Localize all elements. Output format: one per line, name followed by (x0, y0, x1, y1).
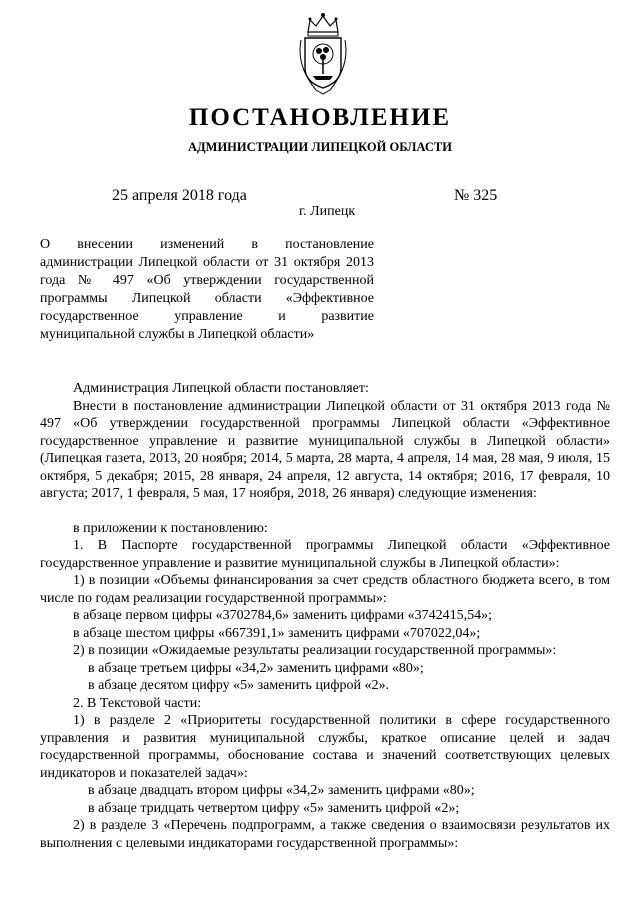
document-body (40, 380, 610, 852)
body-paragraph: Внести в постановление администрации Липецкой области от 31 октября 2013 года № 497 «Об утверждении государственной программы Липецкой области «Эффективное государственное управление и развитие муниципальной службы в Липецкой области» (Липецкая газета, 2013, 20 ноября; 2014, 5 марта, 28 марта, 4 апреля, 14 мая, 28 мая, 9 июля, 15 октября, 5 декабря; 2015, 28 января, 24 апреля, 12 августа, 14 октября; 2016, 17 февраля, 10 августа; 2017, 1 февраля, 5 мая, 17 ноября, 2018, 26 января) следующие изменения: (40, 398, 610, 501)
body-paragraph: в приложении к постановлению: (73, 520, 268, 536)
document-number: № 325 (454, 187, 498, 204)
body-paragraph: 2) в разделе 3 «Перечень подпрограмм, а также сведения о взаимосвязи результатов их выполнения с целевыми индикаторами государственной программы»: (40, 818, 610, 851)
document-title: ПОСТАНОВЛЕНИЕ (188, 104, 452, 131)
coat-of-arms-emblem (296, 10, 350, 96)
body-paragraph: 1) в разделе 2 «Приоритеты государственной политики в сфере государственного управления и развития муниципальной службы, краткое описание целей и задач государственной программы, обоснование состава и значений соответствующих целевых индикаторов и показателей задач»: (40, 713, 610, 781)
body-paragraph: 2. В Текстовой части: (73, 695, 202, 711)
body-paragraph: 1) в позиции «Объемы финансирования за счет средств областного бюджета всего, в том числе по годам реализации государственной программы»: (40, 573, 610, 606)
body-paragraph: в абзаце шестом цифры «667391,1» заменить цифрами «707022,04»; (73, 625, 481, 641)
body-paragraph: в абзаце десятом цифру «5» заменить цифрой «2». (88, 678, 389, 693)
body-paragraph: Администрация Липецкой области постановляет: (73, 381, 369, 396)
body-paragraph: в абзаце третьем цифры «34,2» заменить цифрами «80»; (88, 660, 424, 676)
document-date: 25 апреля 2018 года (112, 187, 247, 204)
emblem-icon (296, 10, 350, 96)
document-subject: О внесении изменений в постановление администрации Липецкой области от 31 октября 2013 года № 497 «Об утверждении государственной программы Липецкой области «Эффективное государственное управление и развитие муниципальной службы в Липецкой области» (40, 237, 374, 342)
body-paragraph: в абзаце двадцать втором цифры «34,2» заменить цифрами «80»; (88, 783, 475, 798)
document-issuer: АДМИНИСТРАЦИИ ЛИПЕЦКОЙ ОБЛАСТИ (188, 140, 452, 154)
body-paragraph: 1. В Паспорте государственной программы Липецкой области «Эффективное государственное управление и развитие муниципальной службы в Липецкой области»: (40, 538, 610, 571)
body-paragraph: в абзаце тридцать четвертом цифру «5» заменить цифрой «2»; (88, 800, 460, 816)
body-paragraph: в абзаце первом цифры «3702784,6» заменить цифрами «3742415,54»; (73, 608, 492, 623)
document-city: г. Липецк (299, 204, 356, 219)
body-paragraph: 2) в позиции «Ожидаемые результаты реализации государственной программы»: (73, 643, 557, 658)
